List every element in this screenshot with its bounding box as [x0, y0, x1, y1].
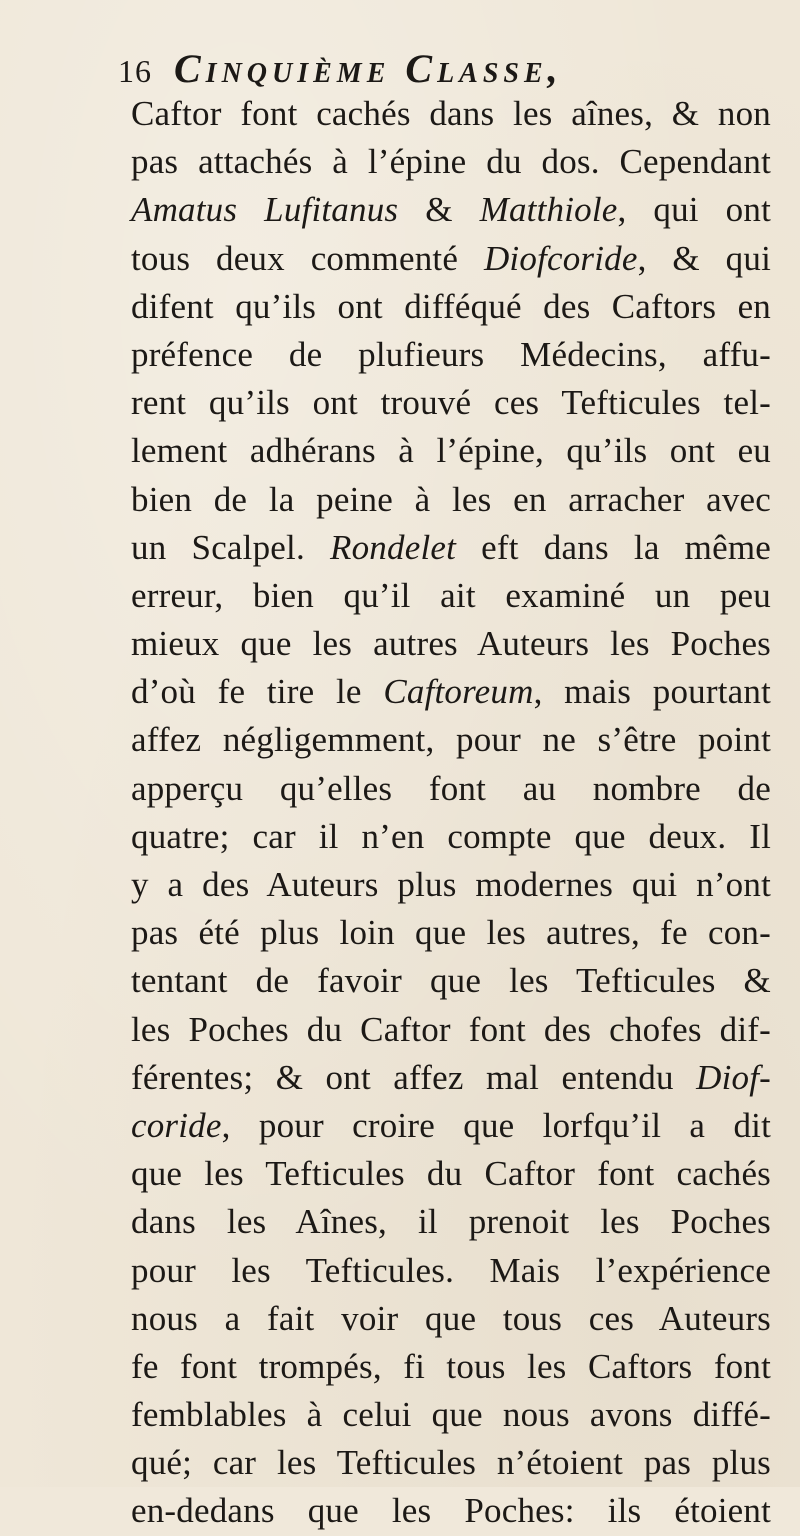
text-segment: , qui ont: [617, 190, 772, 230]
text-segment: erreur, bien qu’il ait examiné un peu: [131, 575, 771, 615]
text-segment: dans les Aînes, il prenoit les Poches: [131, 1202, 771, 1242]
italic-text: Diofcoride: [483, 238, 638, 278]
text-line: [131, 283, 771, 331]
text-segment: tentant de favoir que les Tefticules &: [131, 961, 771, 1001]
text-line: [131, 1198, 771, 1246]
text-line: [131, 1295, 771, 1343]
text-line: [131, 572, 771, 620]
text-segment: mieux que les autres Auteurs les Poches: [131, 624, 771, 664]
italic-text: coride: [131, 1105, 222, 1145]
text-line: [131, 1006, 771, 1054]
text-line: [131, 716, 771, 764]
text-line: [131, 235, 771, 283]
text-line: [131, 1343, 771, 1391]
text-segment: y a des Auteurs plus modernes qui n’ont: [131, 865, 771, 904]
text-line: [131, 1487, 771, 1535]
text-segment: en-dedans que les Poches: ils étoient: [131, 1491, 771, 1531]
text-segment: eft dans la même: [456, 527, 771, 567]
text-segment: férentes; & ont affez mal entendu: [131, 1057, 697, 1097]
text-segment: que les Tefticules du Caftor font cachés: [131, 1154, 771, 1194]
body-text: [131, 90, 771, 1536]
text-segment: , mais pourtant: [533, 672, 771, 712]
text-segment: tous deux commenté: [131, 238, 484, 278]
page-number: 16: [118, 53, 152, 89]
text-line: [131, 620, 771, 668]
text-line: [131, 1150, 771, 1198]
text-segment: fe font trompés, fi tous les Caftors font: [131, 1346, 771, 1386]
text-segment: préfence de plufieurs Médecins, affu-: [131, 334, 771, 374]
text-line: [131, 909, 771, 957]
text-line: [131, 90, 771, 138]
text-segment: qué; car les Tefticules n’étoient pas plus: [131, 1443, 771, 1483]
italic-text: Amatus Lufitanus: [131, 190, 399, 230]
text-line: [131, 138, 771, 186]
text-line: [131, 1102, 771, 1150]
text-segment: femblables à celui que nous avons diffé-: [131, 1395, 771, 1435]
text-line: [131, 813, 771, 861]
text-segment: Caftor font cachés dans les aînes, & non: [131, 94, 771, 133]
text-segment: les Poches du Caftor font des chofes dif-: [131, 1009, 771, 1049]
text-line: [131, 1391, 771, 1439]
text-segment: difent qu’ils ont difféqué des Caftors en: [131, 286, 771, 326]
text-line: [131, 524, 771, 572]
text-segment: affez négligemment, pour ne s’être point: [131, 720, 771, 760]
italic-text: Matthiole: [479, 190, 618, 230]
text-segment: d’où fe tire le: [131, 672, 384, 712]
text-segment: pas été plus loin que les autres, fe con-: [131, 913, 771, 953]
running-title: Cinquième Classe,: [174, 46, 563, 91]
italic-text: Diof-: [696, 1057, 771, 1097]
text-line: [131, 668, 771, 716]
text-line: [131, 957, 771, 1005]
italic-text: Rondelet: [330, 527, 457, 567]
text-segment: apperçu qu’elles font au nombre de: [131, 768, 771, 808]
text-segment: nous a fait voir que tous ces Auteurs: [131, 1298, 771, 1338]
running-head: [118, 46, 718, 92]
text-segment: lement adhérans à l’épine, qu’ils ont eu: [131, 431, 771, 471]
text-segment: quatre; car il n’en compte que deux. Il: [131, 816, 771, 856]
text-line: [131, 1054, 771, 1102]
text-line: [131, 861, 771, 909]
text-segment: pour les Tefticules. Mais l’expérience: [131, 1250, 771, 1290]
text-segment: bien de la peine à les en arracher avec: [131, 479, 771, 519]
text-segment: &: [398, 190, 480, 230]
text-line: [131, 765, 771, 813]
text-line: [131, 427, 771, 475]
text-segment: un Scalpel.: [131, 527, 331, 567]
text-line: [131, 476, 771, 524]
italic-text: Caftoreum: [383, 672, 534, 712]
text-segment: , & qui: [637, 238, 771, 278]
text-line: [131, 1247, 771, 1295]
text-segment: , pour croire que lorfqu’il a dit: [221, 1105, 771, 1145]
text-segment: pas attachés à l’épine du dos. Cependant: [131, 142, 771, 182]
text-line: [131, 186, 771, 234]
text-line: [131, 1439, 771, 1487]
text-line: [131, 379, 771, 427]
text-line: [131, 331, 771, 379]
text-segment: rent qu’ils ont trouvé ces Tefticules tel-: [131, 383, 771, 423]
